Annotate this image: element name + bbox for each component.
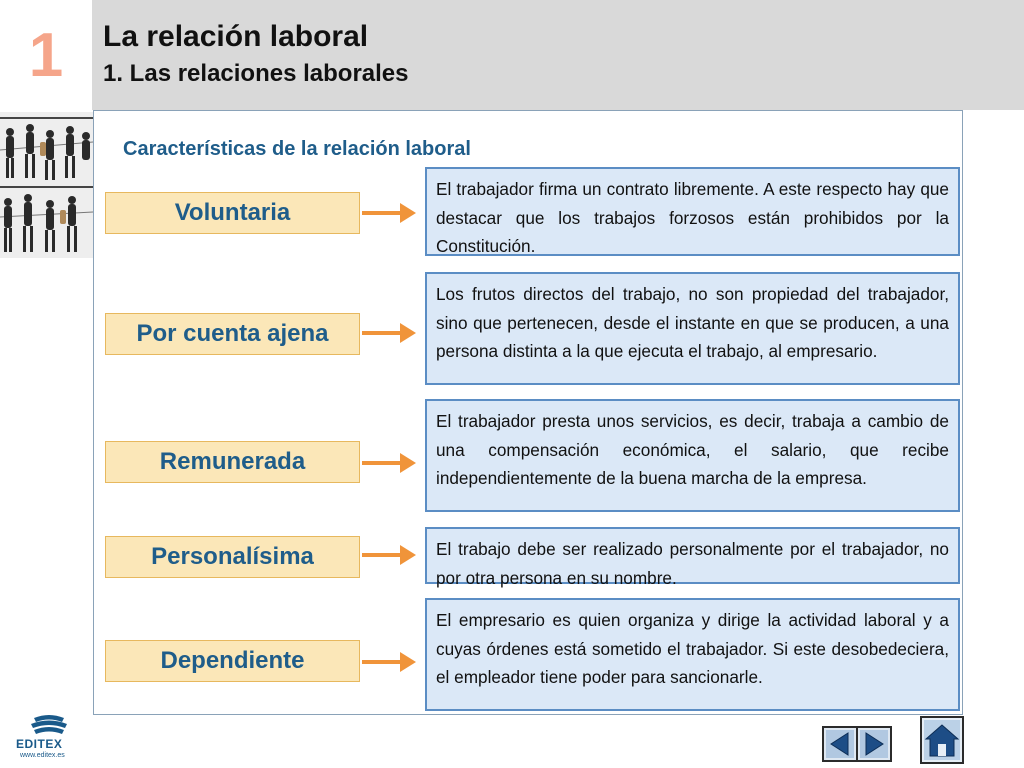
arrow-right-icon [362, 450, 416, 476]
home-icon[interactable] [920, 716, 964, 764]
description-remunerada: El trabajador presta unos servicios, es decir, trabaja a cambio de una compensación económica, el salario, que recibe independientemente de la buena marcha de la empresa. [425, 399, 960, 512]
description-personalisima: El trabajo debe ser realizado personalmente por el trabajador, no por otra persona en su nombre. [425, 527, 960, 584]
previous-icon[interactable] [822, 726, 858, 762]
arrow-right-icon [362, 200, 416, 226]
logo-name: EDITEX [16, 737, 63, 751]
label-voluntaria: Voluntaria [105, 192, 360, 234]
logo-url: www.editex.es [20, 752, 65, 759]
header-band [92, 0, 1024, 110]
section-title: Características de la relación laboral [123, 138, 471, 160]
arrow-right-icon [362, 320, 416, 346]
description-por-cuenta-ajena: Los frutos directos del trabajo, no son propiedad del trabajador, sino que pertenecen, desde el instante en que se producen, a una persona distinta a la que ejecuta el trabajo, al empresario. [425, 272, 960, 385]
description-dependiente: El empresario es quien organiza y dirige la actividad laboral y a cuyas órdenes está sometido el trabajador. Si este desobedeciera, el empleador tiene poder para sancionarle. [425, 598, 960, 711]
workers-photo [0, 112, 93, 258]
label-por-cuenta-ajena: Por cuenta ajena [105, 313, 360, 355]
label-dependiente: Dependiente [105, 640, 360, 682]
next-icon[interactable] [856, 726, 892, 762]
description-voluntaria: El trabajador firma un contrato libremente. A este respecto hay que destacar que los trabajos forzosos están prohibidos por la Constitución. [425, 167, 960, 256]
arrow-right-icon [362, 542, 416, 568]
label-remunerada: Remunerada [105, 441, 360, 483]
label-personalisima: Personalísima [105, 536, 360, 578]
page-title: La relación laboral [103, 20, 369, 53]
chapter-number: 1 [28, 20, 64, 90]
arrow-right-icon [362, 649, 416, 675]
page-subtitle: 1. Las relaciones laborales [103, 60, 409, 87]
